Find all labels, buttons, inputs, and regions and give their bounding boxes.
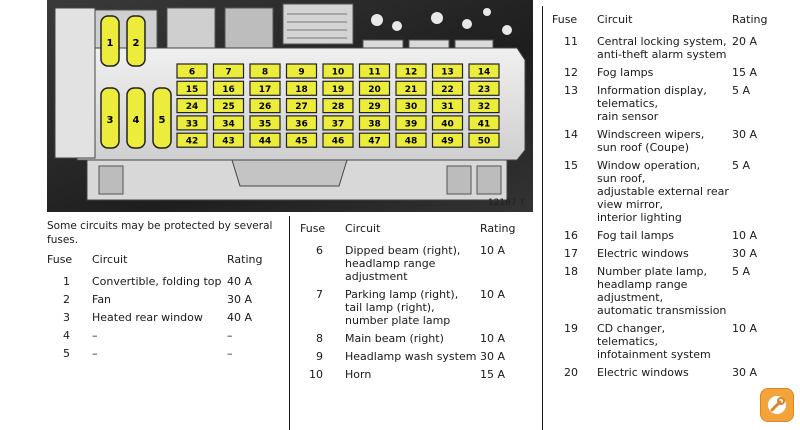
small-fuse [250, 116, 280, 130]
fuse-number: 2 [63, 293, 70, 306]
small-fuse-label: 28 [331, 102, 345, 113]
header-fuse: Fuse [552, 13, 578, 26]
fuse-number: 3 [63, 311, 70, 324]
fuse-rating: 10 A [480, 244, 506, 257]
small-fuse-label: 22 [441, 84, 454, 95]
small-fuse [323, 64, 353, 78]
fuse-rating: 10 A [480, 288, 506, 301]
small-fuse [396, 133, 426, 147]
circuit-line: – [92, 347, 98, 360]
circuit-description [345, 368, 371, 381]
small-fuse-label: 48 [404, 136, 418, 147]
fuse-number: 16 [564, 229, 578, 242]
circuit-line: Parking lamp (right), [345, 288, 459, 301]
fuse-rating: 30 A [480, 350, 506, 363]
circuit-description [597, 66, 653, 79]
circuit-line: Headlamp wash system [345, 350, 477, 363]
small-fuse-label: 6 [188, 67, 196, 78]
small-fuse-label: 49 [441, 136, 454, 147]
circuit-line: rain sensor [597, 110, 659, 123]
fuse-rating: 30 A [732, 128, 758, 141]
fuse-number: 14 [564, 128, 578, 141]
header-rating: Rating [480, 222, 516, 235]
circuit-line: Electric windows [597, 366, 689, 379]
fuse-number: 20 [564, 366, 578, 379]
small-fuse [287, 99, 317, 113]
circuit-description [597, 229, 674, 242]
small-fuse-label: 11 [368, 67, 381, 78]
large-fuse-label: 2 [132, 38, 140, 49]
small-fuse [287, 133, 317, 147]
circuit-description [597, 322, 711, 361]
circuit-description [345, 332, 444, 345]
header-fuse: Fuse [47, 253, 73, 266]
circuit-line: Windscreen wipers, [597, 128, 705, 141]
small-fuse [287, 64, 317, 78]
small-fuse-label: 47 [368, 136, 381, 147]
app-badge-icon[interactable] [760, 388, 794, 422]
small-fuse [433, 99, 463, 113]
fuse-number: 1 [63, 275, 70, 288]
fuse-rating: 5 A [732, 159, 751, 172]
small-fuse [214, 81, 244, 95]
small-fuse-label: 7 [225, 67, 232, 78]
small-fuse [214, 133, 244, 147]
small-fuse [250, 64, 280, 78]
circuit-description [597, 35, 727, 61]
small-fuse-label: 16 [222, 84, 235, 95]
small-fuse [214, 99, 244, 113]
circuit-description [345, 288, 458, 327]
circuit-line: – [92, 329, 98, 342]
circuit-line: Dipped beam (right), [345, 244, 461, 257]
small-fuse-label: 10 [331, 67, 345, 78]
fuse-rating: 10 A [480, 332, 506, 345]
small-fuse [250, 99, 280, 113]
small-fuse-label: 8 [261, 67, 269, 78]
small-fuse-label: 14 [477, 67, 491, 78]
circuit-line: telematics, [597, 335, 659, 348]
small-fuse [360, 116, 390, 130]
circuit-line: adjustment, [597, 291, 664, 304]
small-fuse-label: 13 [441, 67, 454, 78]
small-fuse [469, 133, 499, 147]
large-fuse-label: 4 [132, 115, 140, 126]
small-fuse [469, 116, 499, 130]
circuit-description [345, 244, 460, 283]
small-fuse-label: 46 [331, 136, 345, 147]
fuse-rating: 30 A [732, 366, 758, 379]
small-fuse-label: 35 [258, 119, 272, 130]
large-fuse-2 [127, 16, 145, 66]
circuit-description [597, 265, 726, 317]
circuit-description [92, 347, 98, 360]
figure-code: 12167 T [488, 198, 525, 208]
fuse-rating: 30 A [227, 293, 253, 306]
circuit-line: automatic transmission [597, 304, 727, 317]
fuse-rating: 5 A [732, 84, 751, 97]
large-fuse-3 [101, 88, 119, 148]
circuit-line: anti-theft alarm system [597, 48, 727, 61]
small-fuse [250, 133, 280, 147]
fuse-rating: 40 A [227, 275, 253, 288]
fuse-box-illustration [47, 0, 533, 212]
small-fuse [323, 116, 353, 130]
fuse-number: 8 [316, 332, 323, 345]
circuit-line: Fog tail lamps [597, 229, 675, 242]
circuit-line: Window operation, [597, 159, 701, 172]
circuit-description [92, 275, 222, 288]
circuit-line: Heated rear window [92, 311, 203, 324]
fuse-number: 4 [63, 329, 70, 342]
small-fuse [396, 99, 426, 113]
circuit-line: interior lighting [597, 211, 682, 224]
column-divider [289, 216, 290, 430]
circuit-description [597, 247, 689, 260]
small-fuse-label: 30 [404, 102, 418, 113]
circuit-line: Fog lamps [597, 66, 654, 79]
fuse-rating: 10 A [732, 322, 758, 335]
small-fuse-label: 38 [368, 119, 381, 130]
small-fuse-label: 44 [258, 136, 272, 147]
circuit-line: view mirror, [597, 198, 663, 211]
small-fuse [177, 116, 207, 130]
small-fuse [396, 81, 426, 95]
fuse-number: 10 [309, 368, 323, 381]
header-fuse: Fuse [300, 222, 326, 235]
fuse-rating: 10 A [732, 229, 758, 242]
small-fuse-label: 20 [368, 84, 381, 95]
small-fuse [177, 64, 207, 78]
small-fuse [177, 133, 207, 147]
large-fuse-1 [101, 16, 119, 66]
small-fuse-label: 9 [298, 67, 305, 78]
circuit-description [597, 159, 729, 224]
small-fuse [323, 99, 353, 113]
small-fuse-label: 41 [477, 119, 491, 130]
small-fuse-label: 31 [441, 102, 454, 113]
small-fuse-label: 42 [185, 136, 199, 147]
small-fuse [287, 116, 317, 130]
small-fuse [323, 81, 353, 95]
small-fuse [177, 99, 207, 113]
circuit-line: Number plate lamp, [597, 265, 708, 278]
note-text: Some circuits may be protected by several fuses. [47, 220, 273, 246]
small-fuse-label: 27 [295, 102, 308, 113]
circuit-line: sun roof (Coupe) [597, 141, 689, 154]
small-fuse-label: 19 [331, 84, 345, 95]
fuse-number: 12 [564, 66, 578, 79]
small-fuse [214, 116, 244, 130]
wrench-icon [761, 389, 793, 421]
circuit-description [92, 329, 98, 342]
circuit-line: Convertible, folding top [92, 275, 222, 288]
small-fuse-label: 40 [441, 119, 454, 130]
circuit-line: Electric windows [597, 247, 689, 260]
fuse-rating: 15 A [732, 66, 758, 79]
fuse-rating: 40 A [227, 311, 253, 324]
small-fuse-label: 32 [477, 102, 491, 113]
header-circuit: Circuit [345, 222, 381, 235]
circuit-line: adjustment [345, 270, 408, 283]
fuse-rating: 15 A [480, 368, 506, 381]
small-fuse-label: 21 [404, 84, 418, 95]
large-fuse-label: 1 [106, 38, 114, 49]
small-fuses-grid [177, 64, 499, 147]
small-fuse-label: 12 [404, 67, 418, 78]
small-fuse [360, 133, 390, 147]
header-rating: Rating [732, 13, 768, 26]
small-fuse [214, 64, 244, 78]
circuit-description [92, 311, 203, 324]
small-fuse-label: 25 [222, 102, 235, 113]
header-circuit: Circuit [92, 253, 128, 266]
circuit-description [597, 366, 689, 379]
small-fuse [433, 81, 463, 95]
small-fuse [469, 99, 499, 113]
small-fuse [360, 99, 390, 113]
fuse-rating: – [227, 329, 233, 342]
fuse-number: 9 [316, 350, 323, 363]
circuit-line: adjustable external rear [597, 185, 729, 198]
fuse-number: 11 [564, 35, 578, 48]
small-fuse [250, 81, 280, 95]
small-fuse [177, 81, 207, 95]
fuse-number: 19 [564, 322, 578, 335]
fuse-number: 15 [564, 159, 578, 172]
circuit-line: Main beam (right) [345, 332, 444, 345]
small-fuse-label: 33 [185, 119, 199, 130]
circuit-line: Horn [345, 368, 372, 381]
connector-housing [87, 160, 507, 200]
fuse-rating: – [227, 347, 233, 360]
circuit-line: Fan [92, 293, 112, 306]
circuit-line: sun roof, [597, 172, 646, 185]
small-fuse [360, 81, 390, 95]
small-fuse-label: 37 [331, 119, 345, 130]
circuit-description [92, 293, 111, 306]
small-fuse [469, 64, 499, 78]
fuse-number: 13 [564, 84, 578, 97]
fuse-number: 18 [564, 265, 578, 278]
header-rating: Rating [227, 253, 263, 266]
circuit-description [597, 84, 707, 123]
circuit-description [345, 350, 476, 363]
fuse-number: 7 [316, 288, 323, 301]
header-circuit: Circuit [597, 13, 633, 26]
small-fuse-label: 15 [185, 84, 199, 95]
small-fuse [433, 116, 463, 130]
small-fuse [396, 116, 426, 130]
column-divider [542, 6, 543, 430]
circuit-line: headlamp range [597, 278, 688, 291]
circuit-line: number plate lamp [345, 314, 451, 327]
small-fuse-label: 45 [295, 136, 308, 147]
circuit-line: Central locking system, [597, 35, 727, 48]
circuit-line: headlamp range [345, 257, 436, 270]
circuit-line: infotainment system [597, 348, 711, 361]
small-fuse-label: 29 [368, 102, 381, 113]
circuit-line: Information display, [597, 84, 707, 97]
small-fuse-label: 26 [258, 102, 272, 113]
fuse-rating: 30 A [732, 247, 758, 260]
small-fuse [323, 133, 353, 147]
fuse-number: 6 [316, 244, 323, 257]
circuit-line: telematics, [597, 97, 659, 110]
large-fuse-5 [153, 88, 171, 148]
fuse-rating: 20 A [732, 35, 758, 48]
small-fuse-label: 43 [222, 136, 235, 147]
small-fuse-label: 36 [295, 119, 308, 130]
fuse-number: 5 [63, 347, 70, 360]
small-fuse [287, 81, 317, 95]
fuse-number: 17 [564, 247, 578, 260]
large-fuse-label: 3 [106, 115, 114, 126]
fuse-rating: 5 A [732, 265, 751, 278]
small-fuse [360, 64, 390, 78]
small-fuse-label: 17 [258, 84, 272, 95]
small-fuse-label: 23 [477, 84, 491, 95]
circuit-description [597, 128, 704, 154]
large-fuse-label: 5 [158, 115, 166, 126]
small-fuse-label: 39 [404, 119, 418, 130]
small-fuse-label: 34 [222, 119, 235, 130]
small-fuse-label: 18 [295, 84, 308, 95]
circuit-line: CD changer, [597, 322, 666, 335]
small-fuse-label: 24 [185, 102, 199, 113]
small-fuse [469, 81, 499, 95]
small-fuse [396, 64, 426, 78]
circuit-line: tail lamp (right), [345, 301, 435, 314]
large-fuse-4 [127, 88, 145, 148]
small-fuse-label: 50 [477, 136, 491, 147]
small-fuse [433, 64, 463, 78]
small-fuse [433, 133, 463, 147]
